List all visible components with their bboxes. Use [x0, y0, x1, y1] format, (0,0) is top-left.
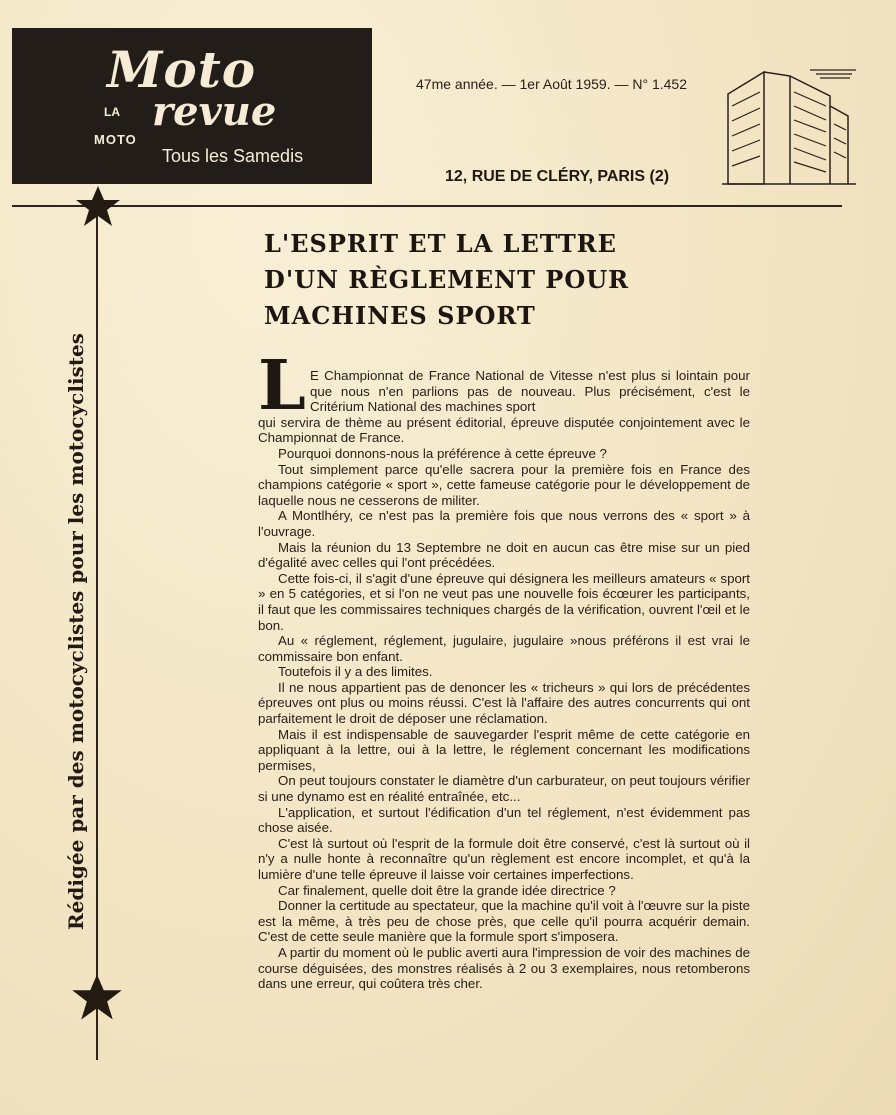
- article-body: [258, 368, 750, 992]
- city-building-illustration: [720, 66, 860, 186]
- sidebar-slogan: Rédigée par des motocyclistes pour les motocyclistes: [64, 332, 88, 930]
- logo-revue-text: revue: [152, 88, 277, 135]
- star-ornament-icon: [70, 972, 124, 1022]
- article-paragraph: Il ne nous appartient pas de denoncer les « tricheurs » qui lors de précédentes épreuves ont plus ou moins réussi. C'est là l'affaire des autres concurrents qui ont parfaitement le droit de déposer une réclamation.: [258, 679, 750, 727]
- article-paragraph: Mais la réunion du 13 Septembre ne doit en aucun cas être mise sur un pied d'égalité avec celles qui l'ont précédées.: [258, 539, 750, 571]
- logo-la-text: LA: [104, 105, 120, 119]
- article-title-line: L'ESPRIT ET LA LETTRE: [264, 229, 617, 258]
- header-divider-line: [12, 205, 842, 207]
- article-title-line: D'UN RÈGLEMENT POUR: [264, 265, 630, 294]
- drop-cap: L: [258, 346, 306, 426]
- article-paragraph: E Championnat de France National de Vitesse n'est plus si lointain pour que nous n'en parlions pas de nouveau. Plus précisément, c'est le Critérium National des machines sport: [310, 368, 750, 415]
- publisher-address: 12, RUE DE CLÉRY, PARIS (2): [445, 168, 670, 185]
- star-ornament-icon: [74, 184, 122, 228]
- article-paragraph: qui servira de thème au présent éditorial, épreuve disputée conjointement avec le Championnat de France.: [258, 414, 750, 446]
- article-paragraph: Au « réglement, réglement, jugulaire, jugulaire »nous préférons il est vrai le commissaire bon enfant.: [258, 633, 750, 664]
- issue-line: 47me année. — 1er Août 1959. — N° 1.452: [416, 76, 687, 92]
- article-paragraph: Mais il est indispensable de sauvegarder l'esprit même de cette catégorie en appliquant à la lettre, oui à la lettre, le réglement concernant les modifications permises,: [258, 726, 750, 773]
- article-paragraph: Donner la certitude au spectateur, que la machine qu'il voit à l'œuvre sur la piste est la même, à très peu de chose près, que celle qu'il pourra acquérir demain. C'est de cette seule manière que la formule sport s'imposera.: [258, 898, 750, 945]
- article-paragraph: C'est là surtout où l'esprit de la formule doit être conservé, c'est là surtout où il n'y a nulle honte à reconnaître qu'un règlement est encore incomplet, et qu'à la lumière d'une telle épreuve il laisse voir certaines imperfections.: [258, 835, 750, 882]
- article-paragraph: A partir du moment où le public averti aura l'impression de voir des machines de course déguisées, des monstres réalisés à 2 ou 3 exemplaires, nous retomberons dans une erreur, qui coûtera très cher.: [258, 944, 750, 992]
- article-paragraph: Pourquoi donnons-nous la préférence à cette épreuve ?: [278, 445, 607, 461]
- article-paragraph: A Montlhéry, ce n'est pas la première fois que nous verrons des « sport » à l'ouvrage.: [258, 508, 750, 539]
- article-title-line: MACHINES SPORT: [264, 301, 536, 330]
- masthead-tagline: Tous les Samedis: [162, 146, 304, 166]
- article-paragraph: L'application, et surtout l'édification d'un tel réglement, n'est évidemment pas chose aisée.: [258, 804, 750, 836]
- logo-moto-small-text: MOTO: [94, 132, 137, 147]
- logo-moto-text: Moto: [107, 40, 257, 99]
- article-paragraph: Car finalement, quelle doit être la grande idée directrice ?: [278, 882, 616, 898]
- sidebar-divider-line: [96, 212, 98, 1060]
- article-paragraph: Toutefois il y a des limites.: [278, 664, 433, 680]
- masthead-logo-block: [12, 28, 372, 184]
- article-paragraph: On peut toujours constater le diamètre d'un carburateur, on peut toujours vérifier si une dynamo est en réalité entraînée, etc...: [258, 773, 750, 805]
- article-title: [264, 226, 629, 334]
- article-paragraph: Tout simplement parce qu'elle sacrera pour la première fois en France des champions catégorie « sport », cette fameuse catégorie pour le développement de laquelle nous ne cesserons de militer.: [258, 461, 750, 508]
- article-paragraph: Cette fois-ci, il s'agit d'une épreuve qui désignera les meilleurs amateurs « sport » en 5 catégories, et si l'on ne veut pas une nouvelle fois écœurer les participants, il faut que les commissaires techniques chargés de la vérification, ouvrent l'œil et le bon.: [258, 570, 750, 633]
